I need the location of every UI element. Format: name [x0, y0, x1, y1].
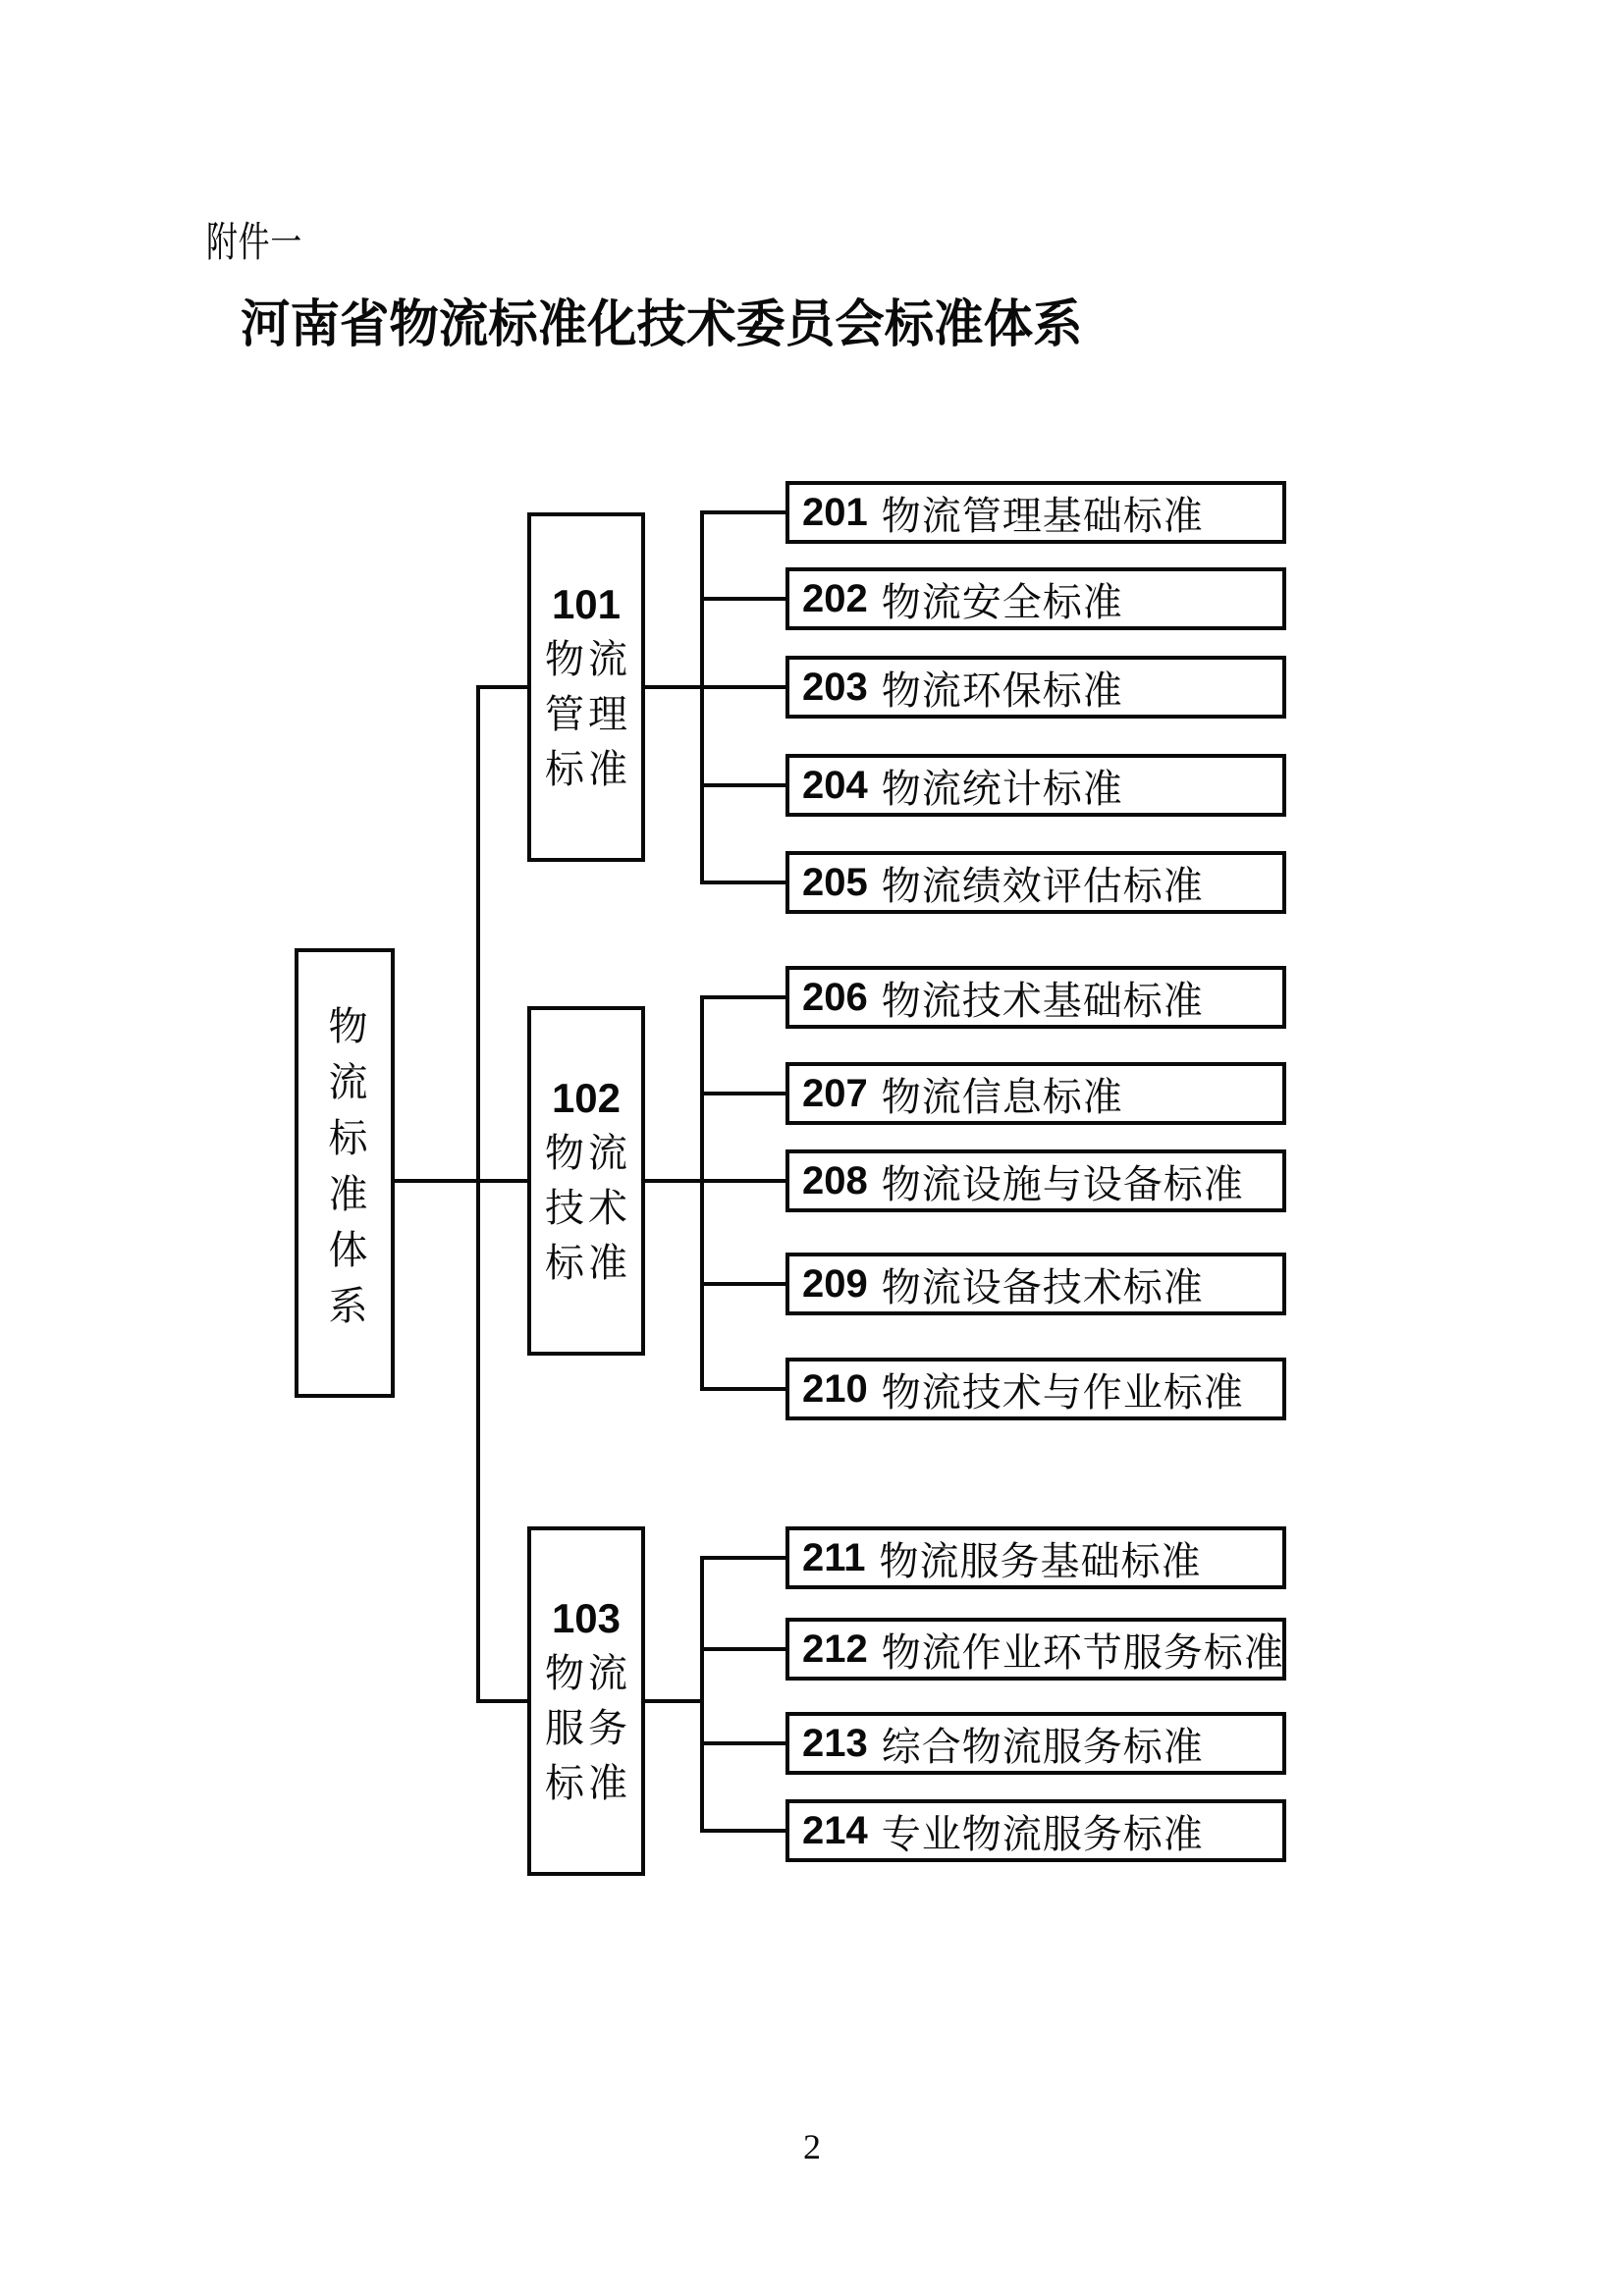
leaf-label: 物流管理基础标准 — [881, 493, 1204, 538]
leaf-code: 204 — [802, 763, 868, 807]
group-label-line: 物流 — [545, 1131, 631, 1175]
leaf-node-206 — [785, 966, 1286, 1029]
leaf-node-201 — [785, 481, 1286, 544]
root-node-label: 物流标准体系 — [323, 1005, 367, 1341]
group-label-line: 标准 — [545, 747, 631, 791]
leaf-node-211 — [785, 1526, 1286, 1589]
leaf-label: 物流作业环节服务标准 — [881, 1629, 1284, 1675]
group-node-102 — [527, 1006, 645, 1356]
group-label-line: 管理 — [545, 692, 631, 736]
leaf-node-212 — [785, 1618, 1286, 1681]
leaf-code: 205 — [802, 860, 868, 904]
leaf-code: 210 — [802, 1366, 868, 1411]
leaf-label: 物流服务基础标准 — [879, 1538, 1202, 1583]
root-node — [295, 948, 395, 1398]
leaf-label: 物流信息标准 — [881, 1074, 1123, 1119]
leaf-label: 物流设备技术标准 — [881, 1264, 1204, 1309]
leaf-code: 203 — [802, 665, 868, 709]
leaf-code: 211 — [802, 1535, 866, 1579]
leaf-label: 专业物流服务标准 — [881, 1811, 1204, 1856]
leaf-code: 201 — [802, 490, 868, 534]
leaf-label: 物流技术与作业标准 — [881, 1369, 1244, 1415]
group-node-103 — [527, 1526, 645, 1876]
group-label-line: 服务 — [545, 1706, 631, 1750]
leaf-label: 物流安全标准 — [881, 579, 1123, 624]
leaf-code: 209 — [802, 1261, 868, 1306]
leaf-code: 214 — [802, 1808, 868, 1852]
leaf-code: 212 — [802, 1627, 868, 1671]
group-code: 102 — [551, 1075, 622, 1121]
leaf-node-207 — [785, 1062, 1286, 1125]
leaf-node-213 — [785, 1712, 1286, 1775]
leaf-label: 综合物流服务标准 — [881, 1724, 1204, 1769]
leaf-node-205 — [785, 851, 1286, 914]
page-number: 2 — [803, 2127, 821, 2166]
leaf-node-203 — [785, 656, 1286, 719]
leaf-node-202 — [785, 567, 1286, 630]
group-code: 103 — [551, 1595, 622, 1641]
group-label-line: 标准 — [545, 1241, 631, 1285]
leaf-node-208 — [785, 1149, 1286, 1212]
leaf-label: 物流设施与设备标准 — [881, 1161, 1244, 1206]
group-label-line: 物流 — [545, 637, 631, 681]
leaf-code: 208 — [802, 1158, 868, 1202]
leaf-code: 213 — [802, 1721, 868, 1765]
group-label-line: 物流 — [545, 1651, 631, 1695]
page-title: 河南省物流标准化技术委员会标准体系 — [241, 297, 1083, 353]
group-node-101 — [527, 512, 645, 862]
leaf-code: 206 — [802, 975, 868, 1019]
leaf-node-210 — [785, 1358, 1286, 1420]
leaf-label: 物流技术基础标准 — [881, 978, 1204, 1023]
leaf-label: 物流统计标准 — [881, 766, 1123, 811]
leaf-node-214 — [785, 1799, 1286, 1862]
leaf-label: 物流环保标准 — [881, 667, 1123, 713]
group-label-line: 技术 — [545, 1186, 631, 1230]
leaf-code: 207 — [802, 1071, 868, 1115]
leaf-node-204 — [785, 754, 1286, 817]
leaf-code: 202 — [802, 576, 868, 620]
group-code: 101 — [551, 581, 622, 627]
leaf-node-209 — [785, 1253, 1286, 1315]
leaf-label: 物流绩效评估标准 — [881, 863, 1204, 908]
attachment-label: 附件一 — [206, 221, 303, 266]
group-label-line: 标准 — [545, 1761, 631, 1805]
